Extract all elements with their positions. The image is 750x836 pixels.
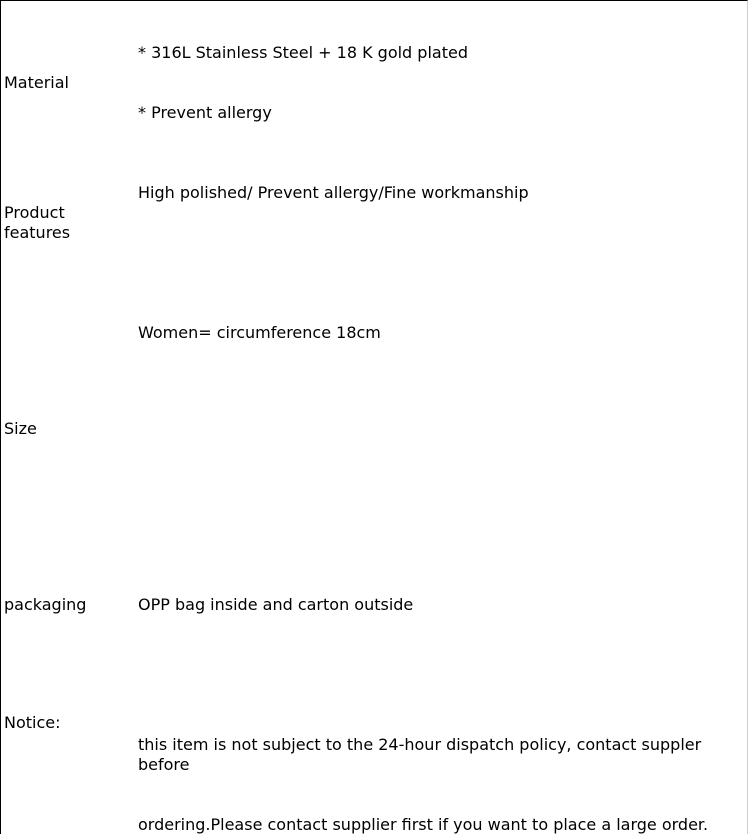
- size-label: Size: [4, 419, 37, 438]
- notice-line-3: ordering.Please contact supplier first if you want to place a large order.: [138, 815, 709, 834]
- notice-label: Notice:: [4, 713, 61, 732]
- features-label-line1: Product: [4, 203, 65, 222]
- material-label: Material: [4, 73, 69, 92]
- notice-line-1: this item is not subject to the 24-hour dispatch policy, contact suppler: [138, 735, 702, 754]
- size-value: Women= circumference 18cm: [138, 323, 381, 342]
- features-value: High polished/ Prevent allergy/Fine workmanship: [138, 183, 529, 202]
- notice-line-2: before: [138, 755, 190, 774]
- material-value-1: * 316L Stainless Steel + 18 K gold plated: [138, 43, 468, 62]
- features-label-line2: features: [4, 223, 71, 242]
- packaging-value: OPP bag inside and carton outside: [138, 595, 414, 614]
- packaging-label: packaging: [4, 595, 87, 614]
- material-value-2: * Prevent allergy: [138, 103, 272, 122]
